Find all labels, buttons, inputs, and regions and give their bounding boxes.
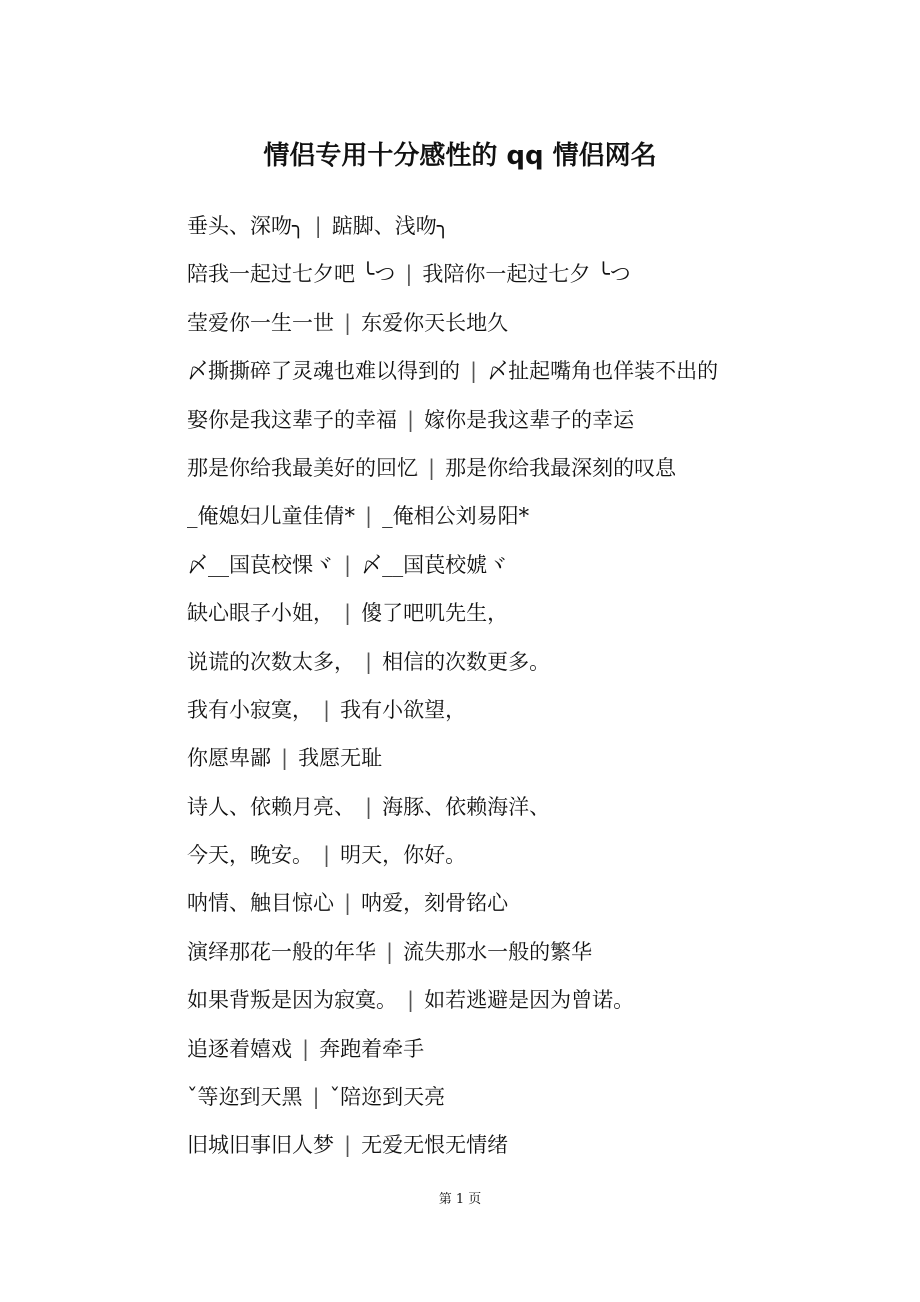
left-name: 缺心眼子小姐， <box>187 601 334 626</box>
name-pair-line <box>187 204 847 252</box>
right-name: 东爱你天长地久 <box>361 310 509 335</box>
right-name: 奔跑着牵手 <box>319 1036 425 1061</box>
pair-separator: | <box>314 214 322 238</box>
left-name: 〆__国苠校惈ヾ <box>187 552 334 577</box>
left-name: 今天，晚安。 <box>187 843 313 868</box>
left-name: 我有小寂寞， <box>187 697 313 722</box>
name-pair-line <box>187 736 847 784</box>
pair-separator: | <box>407 407 415 432</box>
pair-separator: | <box>365 504 373 529</box>
right-name: 如若逃避是因为曾诺。 <box>424 988 635 1013</box>
pair-separator: | <box>344 552 352 577</box>
name-pair-line <box>187 1027 847 1075</box>
left-name: 莹爱你一生一世 <box>187 310 334 335</box>
right-name: 明天，你好。 <box>340 843 467 868</box>
left-name: 追逐着嬉戏 <box>187 1036 292 1061</box>
pair-separator: | <box>344 1133 352 1158</box>
right-name: 那是你给我最深刻的叹息 <box>445 455 677 480</box>
pair-separator: | <box>405 262 413 287</box>
right-name: _俺相公刘易阳* <box>382 504 530 529</box>
left-name: _俺媳妇儿童佳倩* <box>187 504 355 529</box>
left-name: 如果背叛是因为寂寞。 <box>187 988 397 1013</box>
left-name: 说谎的次数太多， <box>187 649 355 674</box>
pair-separator: | <box>312 1085 320 1110</box>
left-name: 旧城旧事旧人梦 <box>187 1133 334 1158</box>
left-name: 垂头、深吻╮ <box>187 214 305 238</box>
left-name: 娶你是我这辈子的幸福 <box>187 407 397 432</box>
name-pair-line <box>187 785 847 833</box>
pair-separator: | <box>470 359 478 384</box>
page-number: 第 1 页 <box>438 1192 482 1207</box>
right-name: 流失那水一般的繁华 <box>403 939 593 964</box>
left-name: 那是你给我最美好的回忆 <box>187 455 418 480</box>
pair-separator: | <box>428 455 436 480</box>
right-name: 我陪你一起过七夕 ╰つ <box>422 262 631 287</box>
pair-separator: | <box>344 310 352 335</box>
name-pair-line <box>187 301 847 349</box>
pair-separator: | <box>344 891 352 916</box>
right-name: ˇ陪迩到天亮 <box>329 1085 446 1110</box>
pair-separator: | <box>281 746 289 771</box>
right-name: 呐爱，刻骨铭心 <box>361 891 509 916</box>
name-pair-line <box>187 543 847 591</box>
right-name: 傻了吧叽先生， <box>361 601 509 626</box>
name-pair-line <box>187 978 847 1026</box>
document-title: 情侣专用十分感性的 qq 情侣网名 <box>263 141 657 171</box>
pair-separator: | <box>386 939 394 964</box>
right-name: 我愿无耻 <box>298 746 383 771</box>
name-pair-line <box>187 833 847 881</box>
left-name: 演绎那花一般的年华 <box>187 939 376 964</box>
right-name: 我有小欲望， <box>340 697 467 722</box>
name-pair-line <box>187 252 847 300</box>
name-pair-line <box>187 688 847 736</box>
pair-separator: | <box>365 649 373 674</box>
left-name: 〆撕撕碎了灵魂也难以得到的 <box>187 359 460 384</box>
right-name: 相信的次数更多。 <box>382 649 551 674</box>
couple-names-list <box>187 204 847 1172</box>
pair-separator: | <box>344 601 352 626</box>
name-pair-line <box>187 930 847 978</box>
name-pair-line <box>187 881 847 929</box>
left-name: 你愿卑鄙 <box>187 746 271 771</box>
left-name: ˇ等迩到天黑 <box>187 1085 303 1110</box>
name-pair-line <box>187 398 847 446</box>
right-name: 〆扯起嘴角也佯装不出的 <box>487 359 719 384</box>
pair-separator: | <box>323 697 331 722</box>
left-name: 陪我一起过七夕吧 ╰つ <box>187 262 396 287</box>
name-pair-line <box>187 494 847 542</box>
name-pair-line <box>187 591 847 639</box>
pair-separator: | <box>323 843 331 868</box>
pair-separator: | <box>407 988 415 1013</box>
pair-separator: | <box>365 794 373 819</box>
name-pair-line <box>187 349 847 397</box>
name-pair-line <box>187 1123 847 1171</box>
pair-separator: | <box>302 1036 310 1061</box>
right-name: 踮脚、浅吻╮ <box>331 214 450 238</box>
name-pair-line <box>187 1075 847 1123</box>
right-name: 〆__国苠校婋ヾ <box>361 552 509 577</box>
name-pair-line <box>187 446 847 494</box>
name-pair-line <box>187 640 847 688</box>
left-name: 诗人、依赖月亮、 <box>187 794 355 819</box>
right-name: 无爱无恨无情绪 <box>361 1133 509 1158</box>
right-name: 嫁你是我这辈子的幸运 <box>424 407 635 432</box>
right-name: 海豚、依赖海洋、 <box>382 794 551 819</box>
left-name: 呐情、触目惊心 <box>187 891 334 916</box>
